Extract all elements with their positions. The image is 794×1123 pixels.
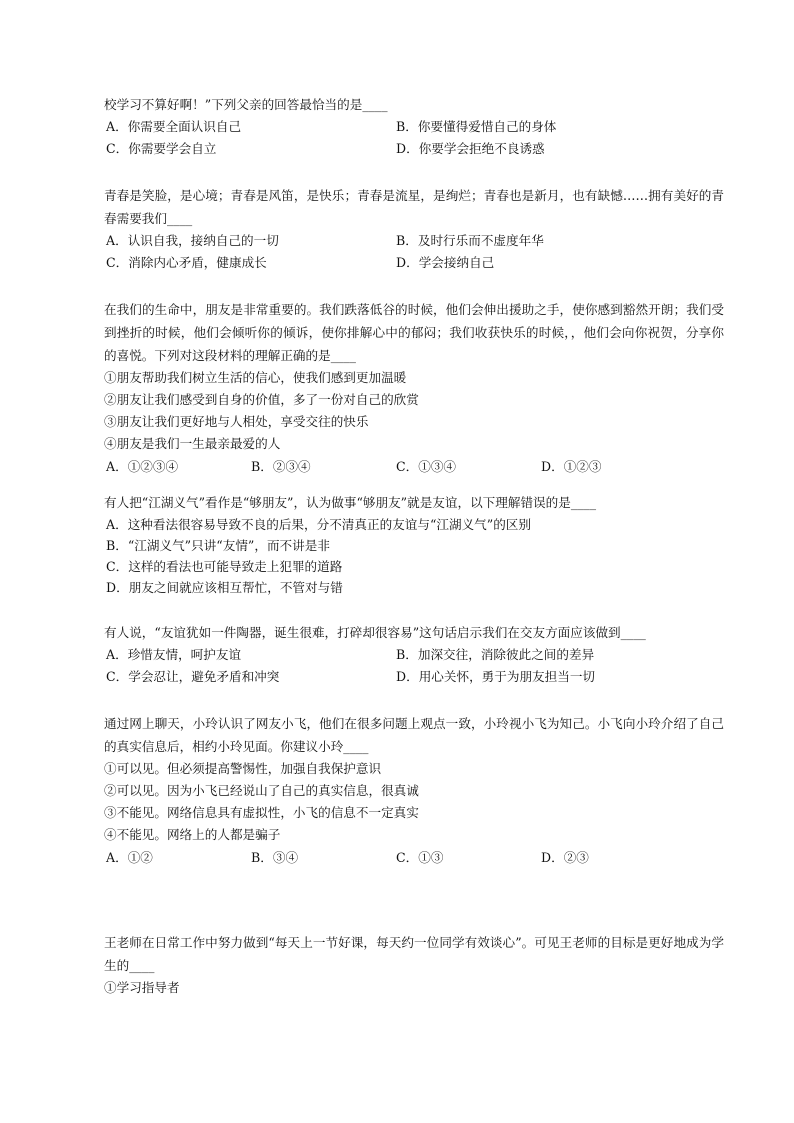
option-list: [104, 514, 724, 598]
option-c[interactable]: C．①③④: [396, 459, 457, 474]
option-grid: [104, 116, 724, 160]
option-a[interactable]: A．珍惜友情，呵护友谊: [106, 647, 242, 662]
statement-item: ③朋友让我们更好地与人相处，享受交往的快乐: [104, 414, 369, 429]
statement-item: ①可以见。但必须提高警惕性，加强自我保护意识: [104, 761, 382, 776]
option-b[interactable]: B．“江湖义气”只讲“友情”，而不讲是非: [106, 538, 330, 553]
question-stem: 校学习不算好啊！”下列父亲的回答最恰当的是____: [104, 97, 388, 112]
option-a[interactable]: A．①②: [106, 850, 153, 865]
option-a[interactable]: A．认识自我，接纳自己的一切: [106, 233, 279, 248]
option-b[interactable]: B．及时行乐而不虚度年华: [396, 233, 544, 248]
question-stem: 通过网上聊天，小玲认识了网友小飞，他们在很多问题上观点一致，小玲视小飞为知己。小飞向小玲介绍了自己的真实信息后，相约小玲见面。你建议小玲____: [104, 716, 724, 754]
option-grid: [104, 644, 724, 688]
option-row: [104, 846, 724, 869]
option-d[interactable]: D．你要学会拒绝不良诱惑: [396, 141, 545, 156]
question-3: [104, 298, 724, 478]
statement-item: ②可以见。因为小飞已经说山了自己的真实信息，很真诚: [104, 783, 419, 798]
option-d[interactable]: D．学会接纳自己: [396, 255, 495, 270]
option-a[interactable]: A．你需要全面认识自己: [106, 119, 242, 134]
option-d[interactable]: D．朋友之间就应该相互帮忙，不管对与错: [106, 580, 343, 595]
option-c[interactable]: C．消除内心矛盾，健康成长: [106, 255, 267, 270]
question-1: [104, 94, 724, 160]
question-stem: 青春是笑脸，是心境；青春是风笛，是快乐；青春是流星，是绚烂；青春也是新月，也有缺憾……拥有美好的青春需要我们____: [104, 188, 724, 226]
question-4: [104, 492, 724, 598]
question-2: [104, 184, 724, 274]
question-stem: 王老师在日常工作中努力做到“每天上一节好课，每天约一位同学有效谈心”。可见王老师的目标是更好地成为学生的____: [104, 935, 724, 973]
statement-item: ③不能见。网络信息具有虚拟性，小飞的信息不一定真实: [104, 805, 419, 820]
option-d[interactable]: D．②③: [541, 850, 589, 865]
statement-item: ④朋友是我们一生最亲最爱的人: [104, 436, 281, 451]
statement-item: ②朋友让我们感受到自身的价值，多了一份对自己的欣赏: [104, 392, 419, 407]
statement-item: ④不能见。网络上的人都是骗子: [104, 827, 281, 842]
option-b[interactable]: B．加深交往，消除彼此之间的差异: [396, 647, 595, 662]
option-d[interactable]: D．用心关怀，勇于为朋友担当一切: [396, 669, 596, 684]
question-stem: 有人把“江湖义气”看作是“够朋友”，认为做事“够朋友”就是友谊，以下理解错误的是____: [104, 495, 597, 510]
question-6: [104, 712, 724, 869]
question-stem: 有人说，“友谊犹如一件陶器，诞生很难，打碎却很容易”这句话启示我们在交友方面应该做到____: [104, 625, 646, 640]
option-b[interactable]: B．你要懂得爱惜自己的身体: [396, 119, 557, 134]
option-c[interactable]: C．学会忍让，避免矛盾和冲突: [106, 669, 280, 684]
option-row: [104, 455, 724, 478]
question-5: [104, 622, 724, 688]
option-a[interactable]: A．①②③④: [106, 459, 179, 474]
statement-item: ①朋友帮助我们树立生活的信心，使我们感到更加温暖: [104, 370, 407, 385]
question-stem: 在我们的生命中，朋友是非常重要的。我们跌落低谷的时候，他们会伸出援助之手，使你感到豁然开朗；我们受到挫折的时候，他们会倾听你的倾诉，使你排解心中的郁闷；我们收获快乐的时候，，他们会向你祝贺，分享你的喜悦。下列对这段材料的理解正确的是____: [104, 302, 724, 363]
statement-item: ①学习指导者: [104, 980, 180, 995]
question-7: [104, 931, 724, 999]
option-a[interactable]: A．这种看法很容易导致不良的后果，分不清真正的友谊与“江湖义气”的区别: [106, 517, 531, 532]
option-c[interactable]: C．这样的看法也可能导致走上犯罪的道路: [106, 559, 343, 574]
option-b[interactable]: B．②③④: [251, 459, 311, 474]
option-d[interactable]: D．①②③: [541, 459, 602, 474]
option-c[interactable]: C．你需要学会自立: [106, 141, 217, 156]
option-c[interactable]: C．①③: [396, 850, 444, 865]
option-grid: [104, 230, 724, 274]
option-b[interactable]: B．③④: [251, 850, 299, 865]
